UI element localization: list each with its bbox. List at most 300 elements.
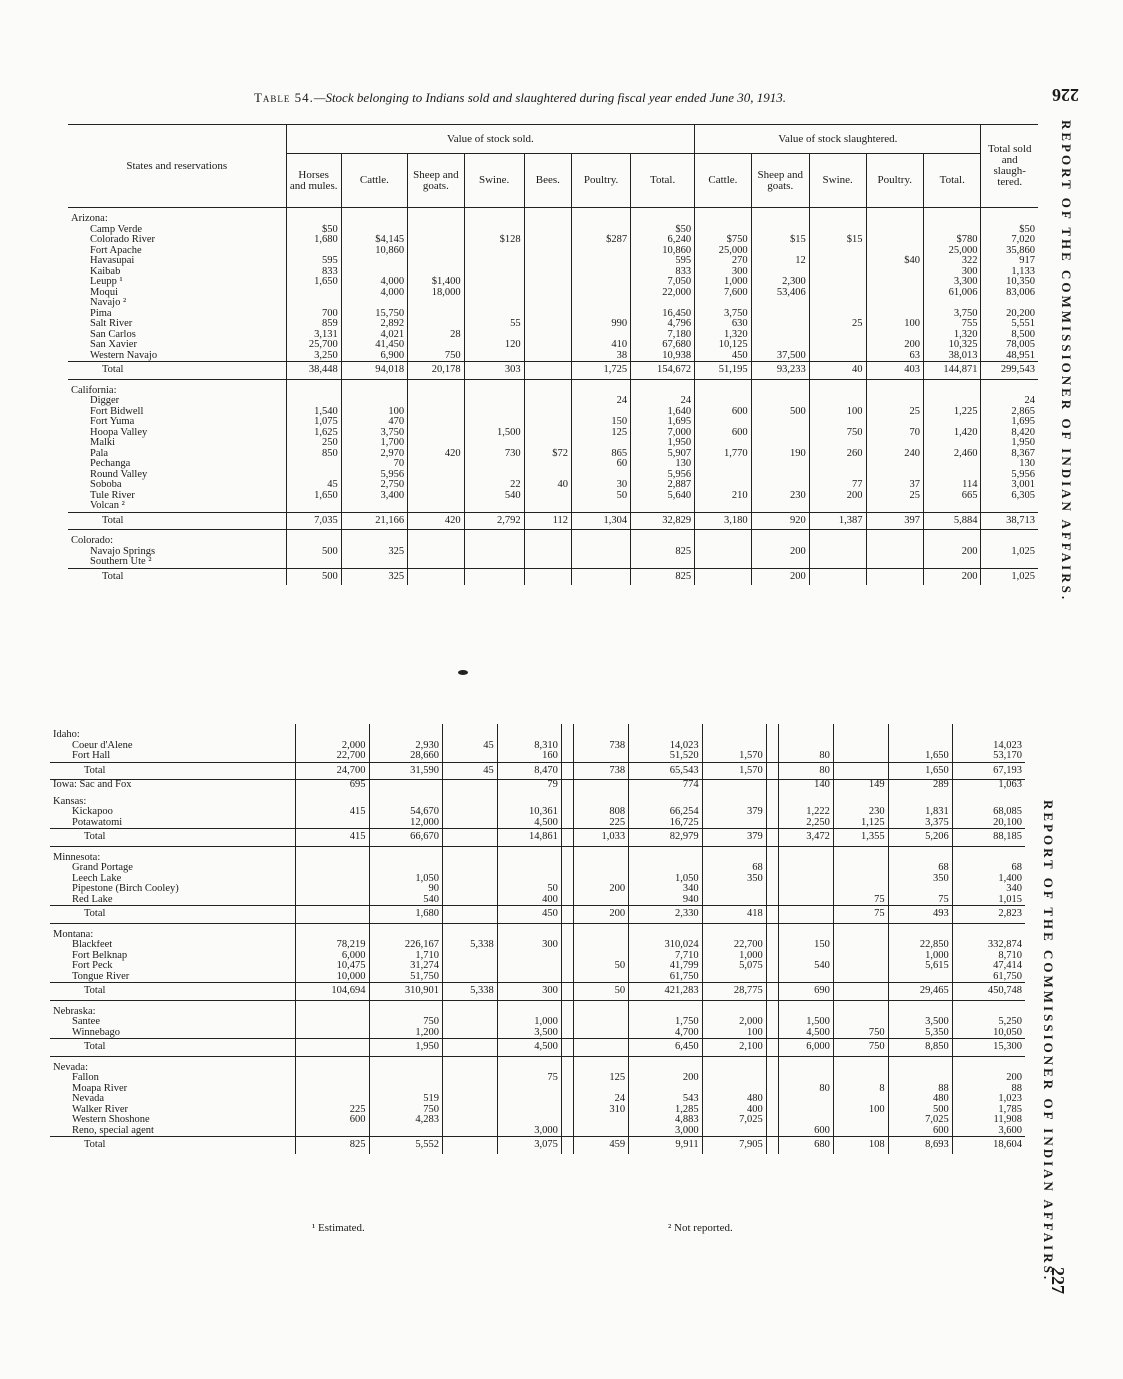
cell: 65,543	[629, 762, 703, 780]
cell	[443, 1017, 498, 1028]
cell	[702, 972, 766, 983]
cell	[574, 724, 629, 741]
cell	[751, 438, 809, 449]
cell: 10,350	[981, 277, 1038, 288]
cell: 12	[751, 256, 809, 267]
table-row	[50, 741, 1025, 752]
cell: 322	[924, 256, 981, 267]
cell	[408, 530, 464, 547]
cell	[866, 568, 923, 585]
cell	[408, 428, 464, 439]
cell	[866, 235, 923, 246]
table-row	[68, 330, 1038, 341]
cell	[809, 557, 866, 568]
footnote-not-reported: ² Not reported.	[668, 1222, 733, 1234]
cell: 540	[779, 961, 834, 972]
cell	[572, 288, 631, 299]
running-head-top: REPORT OF THE COMMISSIONER OF INDIAN AFFAIRS.	[1059, 120, 1074, 603]
cell: 28	[408, 330, 464, 341]
cell: 28,775	[702, 983, 766, 1001]
cell	[408, 459, 464, 470]
cell: 70	[341, 459, 407, 470]
row-label: Minnesota:	[50, 846, 296, 863]
cell	[443, 1137, 498, 1154]
cell: 750	[809, 428, 866, 439]
cell: 250	[286, 438, 341, 449]
cell	[809, 298, 866, 309]
cell	[464, 396, 524, 407]
cell: 104,694	[296, 983, 370, 1001]
cell	[286, 501, 341, 512]
cell: 14,023	[952, 741, 1025, 752]
cell	[296, 884, 370, 895]
cell: 540	[464, 491, 524, 502]
cell: 88	[952, 1084, 1025, 1095]
cell	[341, 557, 407, 568]
table-number: Table 54.	[253, 90, 314, 105]
cell	[952, 724, 1025, 741]
cell	[866, 557, 923, 568]
header-slaughtered-2: Swine.	[809, 154, 866, 208]
cell	[779, 1105, 834, 1116]
cell	[702, 895, 766, 906]
cell: 22	[464, 480, 524, 491]
cell: 5,615	[888, 961, 952, 972]
cell: 51,520	[629, 751, 703, 762]
cell	[561, 1073, 574, 1084]
row-label: Santee	[72, 1017, 100, 1027]
total-row	[50, 983, 1025, 1001]
state-row	[50, 846, 1025, 863]
row-label: Hoopa Valley	[90, 427, 148, 438]
cell: 77	[809, 480, 866, 491]
row-label: Fort Hall	[72, 751, 111, 761]
cell	[296, 1073, 370, 1084]
cell	[443, 874, 498, 885]
cell: 310	[574, 1105, 629, 1116]
cell: 38,013	[924, 351, 981, 362]
cell: 418	[702, 906, 766, 924]
cell: 6,450	[629, 1039, 703, 1057]
cell: 37	[866, 480, 923, 491]
cell: 270	[695, 256, 752, 267]
cell	[766, 1073, 779, 1084]
row-label: Total	[50, 762, 296, 780]
cell: 350	[702, 874, 766, 885]
cell	[443, 1028, 498, 1039]
cell	[779, 1094, 834, 1105]
row-label: Blackfeet	[72, 940, 113, 950]
cell: 750	[369, 1017, 443, 1028]
state-row	[50, 923, 1025, 940]
cell	[561, 1137, 574, 1154]
cell	[464, 379, 524, 396]
cell	[809, 417, 866, 428]
table-row	[68, 351, 1038, 362]
cell: 1,033	[574, 829, 629, 847]
row-label: Total	[68, 512, 286, 530]
cell: 340	[629, 884, 703, 895]
cell: 543	[629, 1094, 703, 1105]
cell	[766, 923, 779, 940]
cell: 2,000	[296, 741, 370, 752]
cell	[766, 884, 779, 895]
cell	[766, 1017, 779, 1028]
cell: 379	[702, 807, 766, 818]
cell: 450	[497, 906, 561, 924]
cell	[296, 1017, 370, 1028]
cell: 8,367	[981, 449, 1038, 460]
cell	[408, 396, 464, 407]
cell	[779, 724, 834, 741]
cell: 61,750	[952, 972, 1025, 983]
cell: 240	[866, 449, 923, 460]
cell: 415	[296, 829, 370, 847]
cell	[443, 1000, 498, 1017]
cell: 695	[296, 780, 370, 791]
row-label: Pima	[90, 308, 112, 319]
cell	[629, 923, 703, 940]
cell	[524, 396, 571, 407]
cell	[888, 1056, 952, 1073]
cell: 2,892	[341, 319, 407, 330]
cell	[524, 246, 571, 257]
cell: 1,500	[464, 428, 524, 439]
cell	[296, 818, 370, 829]
table-row	[50, 1115, 1025, 1126]
cell	[524, 568, 571, 585]
cell: 3,750	[924, 309, 981, 320]
cell: 5,250	[952, 1017, 1025, 1028]
cell: 100	[809, 407, 866, 418]
cell	[833, 874, 888, 885]
cell	[779, 884, 834, 895]
cell: 93,233	[751, 362, 809, 380]
cell: 310,901	[369, 983, 443, 1001]
cell	[809, 330, 866, 341]
cell: 140	[779, 780, 834, 791]
cell	[286, 557, 341, 568]
cell	[296, 1084, 370, 1095]
cell	[561, 724, 574, 741]
cell	[286, 208, 341, 225]
cell	[695, 501, 752, 512]
cell	[751, 470, 809, 481]
cell: 4,283	[369, 1115, 443, 1126]
cell: 4,700	[629, 1028, 703, 1039]
cell: 7,050	[631, 277, 695, 288]
cell: 2,792	[464, 512, 524, 530]
cell: 3,300	[924, 277, 981, 288]
cell	[524, 530, 571, 547]
cell: 519	[369, 1094, 443, 1105]
cell	[888, 791, 952, 808]
cell	[751, 298, 809, 309]
cell	[524, 501, 571, 512]
cell	[561, 780, 574, 791]
cell: 7,000	[631, 428, 695, 439]
cell: 3,400	[341, 491, 407, 502]
cell	[574, 1028, 629, 1039]
cell: 40	[524, 480, 571, 491]
table-row	[68, 298, 1038, 309]
cell: 55	[464, 319, 524, 330]
cell	[464, 288, 524, 299]
cell: 88	[888, 1084, 952, 1095]
cell: 865	[572, 449, 631, 460]
table-row	[68, 449, 1038, 460]
row-label: Winnebago	[72, 1027, 120, 1038]
row-label: Western Shoshone	[72, 1115, 150, 1125]
cell: 125	[574, 1073, 629, 1084]
cell: 2,970	[341, 449, 407, 460]
cell	[766, 741, 779, 752]
cell	[779, 846, 834, 863]
table-row	[50, 961, 1025, 972]
table-row	[50, 1094, 1025, 1105]
cell	[561, 1056, 574, 1073]
cell: 10,125	[695, 340, 752, 351]
cell	[443, 1084, 498, 1095]
cell: 22,700	[296, 751, 370, 762]
cell: 680	[779, 1137, 834, 1154]
cell	[981, 298, 1038, 309]
cell: $15	[751, 235, 809, 246]
cell	[981, 501, 1038, 512]
cell: 40	[809, 362, 866, 380]
cell	[574, 1115, 629, 1126]
row-label: California:	[68, 379, 286, 396]
cell: 4,021	[341, 330, 407, 341]
cell: 190	[751, 449, 809, 460]
cell: 10,860	[341, 246, 407, 257]
row-label: Leupp ¹	[90, 277, 123, 287]
cell: 80	[779, 762, 834, 780]
cell	[561, 1028, 574, 1039]
cell: 100	[702, 1028, 766, 1039]
cell	[629, 791, 703, 808]
cell: 83,006	[981, 288, 1038, 299]
cell	[866, 530, 923, 547]
state-row	[50, 1000, 1025, 1017]
cell	[497, 791, 561, 808]
row-label: Navajo ²	[90, 298, 127, 308]
cell: 200	[629, 1073, 703, 1084]
cell: 48,951	[981, 351, 1038, 362]
cell: 112	[524, 512, 571, 530]
cell	[751, 319, 809, 330]
table-row	[50, 807, 1025, 818]
header-sold-group: Value of stock sold.	[286, 125, 695, 154]
cell	[497, 1094, 561, 1105]
cell	[924, 459, 981, 470]
cell: 3,750	[341, 428, 407, 439]
cell: 78,005	[981, 340, 1038, 351]
cell: 2,000	[702, 1017, 766, 1028]
cell: 3,075	[497, 1137, 561, 1154]
row-label: Fort Yuma	[90, 417, 135, 427]
cell: 10,361	[497, 807, 561, 818]
cell	[766, 983, 779, 1001]
table-row	[50, 951, 1025, 962]
cell: 920	[751, 512, 809, 530]
cell	[464, 246, 524, 257]
cell	[408, 340, 464, 351]
table-row	[68, 246, 1038, 257]
cell	[952, 1000, 1025, 1017]
cell: 3,472	[779, 829, 834, 847]
cell: 20,178	[408, 362, 464, 380]
cell: 16,725	[629, 818, 703, 829]
cell: 6,900	[341, 351, 407, 362]
cell: 500	[888, 1105, 952, 1116]
cell	[497, 724, 561, 741]
table-row	[50, 818, 1025, 829]
cell: 859	[286, 319, 341, 330]
cell	[408, 491, 464, 502]
cell	[561, 1094, 574, 1105]
cell: 774	[629, 780, 703, 791]
cell	[296, 1039, 370, 1057]
cell	[866, 438, 923, 449]
cell	[524, 225, 571, 236]
cell: 24,700	[296, 762, 370, 780]
cell	[924, 208, 981, 225]
cell	[833, 1056, 888, 1073]
cell: 833	[631, 267, 695, 278]
cell: 690	[779, 983, 834, 1001]
cell	[443, 1094, 498, 1105]
cell	[524, 277, 571, 288]
cell	[751, 501, 809, 512]
cell	[809, 288, 866, 299]
cell: 3,180	[695, 512, 752, 530]
cell	[751, 428, 809, 439]
row-label: Pechanga	[90, 459, 131, 469]
cell	[702, 884, 766, 895]
cell	[408, 407, 464, 418]
cell: 10,938	[631, 351, 695, 362]
row-label: Colorado River	[90, 235, 156, 245]
row-label: Malki	[90, 438, 116, 448]
cell: 2,300	[751, 277, 809, 288]
cell	[702, 846, 766, 863]
cell: 1,950	[981, 438, 1038, 449]
cell: 1,200	[369, 1028, 443, 1039]
row-label: Colorado:	[68, 530, 286, 547]
cell: 600	[888, 1126, 952, 1137]
cell: 1,133	[981, 267, 1038, 278]
row-label: Red Lake	[72, 894, 113, 905]
row-label: Iowa: Sac and Fox	[50, 780, 296, 791]
cell	[524, 362, 571, 380]
cell	[408, 547, 464, 558]
cell	[631, 208, 695, 225]
cell	[924, 396, 981, 407]
table-row	[68, 557, 1038, 568]
table-row	[50, 940, 1025, 951]
cell	[888, 724, 952, 741]
cell	[866, 501, 923, 512]
cell	[561, 751, 574, 762]
cell	[443, 972, 498, 983]
cell: 917	[981, 256, 1038, 267]
cell: 990	[572, 319, 631, 330]
cell	[574, 1056, 629, 1073]
cell	[866, 547, 923, 558]
cell	[888, 1073, 952, 1084]
cell: 300	[497, 983, 561, 1001]
cell: 50	[572, 491, 631, 502]
cell: $50	[286, 225, 341, 236]
cell: 755	[924, 319, 981, 330]
table-row	[50, 1126, 1025, 1137]
cell	[574, 940, 629, 951]
cell: $50	[981, 225, 1038, 236]
cell	[464, 298, 524, 309]
cell: 225	[574, 818, 629, 829]
cell: 24	[631, 396, 695, 407]
cell	[443, 1056, 498, 1073]
table-title	[0, 90, 1040, 106]
cell	[574, 1000, 629, 1017]
cell: 61,750	[629, 972, 703, 983]
cell	[286, 530, 341, 547]
cell: 325	[341, 547, 407, 558]
cell	[443, 1115, 498, 1126]
cell	[702, 724, 766, 741]
cell	[574, 972, 629, 983]
cell: 200	[866, 340, 923, 351]
cell: 420	[408, 449, 464, 460]
row-label: Walker River	[72, 1104, 129, 1115]
cell: 1,222	[779, 807, 834, 818]
cell	[464, 267, 524, 278]
row-label: Round Valley	[90, 469, 148, 480]
cell: 600	[695, 407, 752, 418]
cell: 10,000	[296, 972, 370, 983]
cell: 350	[888, 874, 952, 885]
cell: 480	[888, 1094, 952, 1105]
cell	[766, 780, 779, 791]
cell: 1,023	[952, 1094, 1025, 1105]
cell	[286, 298, 341, 309]
cell: 1,050	[629, 874, 703, 885]
cell: 22,000	[631, 288, 695, 299]
cell	[572, 208, 631, 225]
cell	[443, 807, 498, 818]
cell	[866, 208, 923, 225]
cell: 5,206	[888, 829, 952, 847]
table-row	[68, 288, 1038, 299]
cell	[464, 438, 524, 449]
cell: $40	[866, 256, 923, 267]
cell	[779, 972, 834, 983]
cell	[296, 1094, 370, 1105]
table-row	[68, 417, 1038, 428]
row-label: Total	[50, 1137, 296, 1154]
cell: 480	[702, 1094, 766, 1105]
cell: 5,640	[631, 491, 695, 502]
cell	[561, 1105, 574, 1116]
cell	[286, 396, 341, 407]
table-row	[68, 501, 1038, 512]
cell	[561, 983, 574, 1001]
cell: 2,250	[779, 818, 834, 829]
cell	[779, 906, 834, 924]
cell: 61,006	[924, 288, 981, 299]
cell	[369, 923, 443, 940]
